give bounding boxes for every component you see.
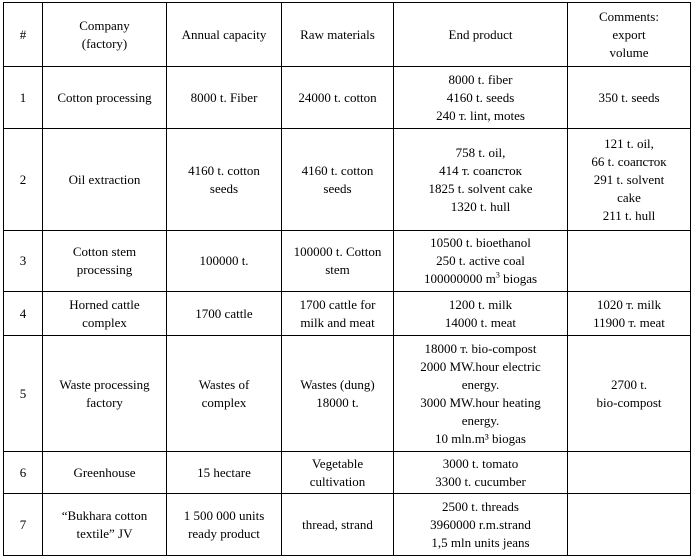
comments-cell: 350 t. seeds	[568, 67, 691, 129]
table-row	[4, 129, 691, 231]
table-row	[4, 231, 691, 292]
company-cell: “Bukhara cotton textile” JV	[43, 494, 167, 556]
company-cell: Oil extraction	[43, 129, 167, 231]
company-cell: Greenhouse	[43, 452, 167, 494]
end-product-line: 250 t. active coal	[436, 253, 525, 268]
capacity-cell: 100000 t.	[167, 231, 282, 292]
end-product-text: biogas	[499, 271, 538, 286]
header-raw-materials: Raw materials	[282, 3, 394, 67]
end-product-cell: 3000 t. tomato 3300 t. cucumber	[394, 452, 568, 494]
company-cell: Horned cattle complex	[43, 292, 167, 336]
capacity-cell: 8000 t. Fiber	[167, 67, 282, 129]
end-product-cell: 1200 t. milk 14000 t. meat	[394, 292, 568, 336]
comments-cell	[568, 452, 691, 494]
company-cell: Cotton stem processing	[43, 231, 167, 292]
comments-cell: 1020 т. milk 11900 т. meat	[568, 292, 691, 336]
row-num: 5	[4, 336, 43, 452]
header-num: #	[4, 3, 43, 67]
raw-materials-cell: 4160 t. cotton seeds	[282, 129, 394, 231]
row-num: 6	[4, 452, 43, 494]
capacity-cell: 4160 t. cotton seeds	[167, 129, 282, 231]
table-row	[4, 494, 691, 556]
end-product-cell	[394, 231, 568, 292]
row-num: 3	[4, 231, 43, 292]
capacity-cell: Wastes of complex	[167, 336, 282, 452]
capacity-cell: 1 500 000 units ready product	[167, 494, 282, 556]
table-row	[4, 67, 691, 129]
end-product-text: 100000000 m	[423, 271, 496, 286]
table-row	[4, 336, 691, 452]
header-row	[4, 3, 691, 67]
raw-materials-cell: Wastes (dung) 18000 t.	[282, 336, 394, 452]
raw-materials-cell: 24000 t. cotton	[282, 67, 394, 129]
comments-cell: 2700 t. bio-compost	[568, 336, 691, 452]
capacity-cell: 1700 cattle	[167, 292, 282, 336]
raw-materials-cell: 100000 t. Cotton stem	[282, 231, 394, 292]
raw-materials-cell: 1700 cattle for milk and meat	[282, 292, 394, 336]
row-num: 2	[4, 129, 43, 231]
end-product-cell: 18000 т. bio-compost 2000 MW.hour electric energy. 3000 MW.hour heating energy. 10 mln.m³ biogas	[394, 336, 568, 452]
raw-materials-cell: thread, strand	[282, 494, 394, 556]
table-row	[4, 452, 691, 494]
comments-cell	[568, 231, 691, 292]
company-cell: Cotton processing	[43, 67, 167, 129]
production-table	[3, 2, 691, 556]
header-capacity: Annual capacity	[167, 3, 282, 67]
superscript: 3	[495, 270, 500, 280]
end-product-cell: 758 t. oil, 414 т. соапсток 1825 t. solvent cake 1320 t. hull	[394, 129, 568, 231]
raw-materials-cell: Vegetable cultivation	[282, 452, 394, 494]
capacity-cell: 15 hectare	[167, 452, 282, 494]
header-comments: Comments: export volume	[568, 3, 691, 67]
header-company: Company (factory)	[43, 3, 167, 67]
end-product-line	[397, 270, 564, 288]
end-product-cell: 2500 t. threads 3960000 r.m.strand 1,5 mln units jeans	[394, 494, 568, 556]
row-num: 1	[4, 67, 43, 129]
header-end-product: End product	[394, 3, 568, 67]
comments-cell	[568, 494, 691, 556]
row-num: 4	[4, 292, 43, 336]
comments-cell: 121 t. oil, 66 t. соапсток 291 t. solvent cake 211 t. hull	[568, 129, 691, 231]
end-product-cell: 8000 t. fiber 4160 t. seeds 240 т. lint, motes	[394, 67, 568, 129]
row-num: 7	[4, 494, 43, 556]
end-product-line: 10500 t. bioethanol	[430, 235, 531, 250]
company-cell: Waste processing factory	[43, 336, 167, 452]
table-row	[4, 292, 691, 336]
